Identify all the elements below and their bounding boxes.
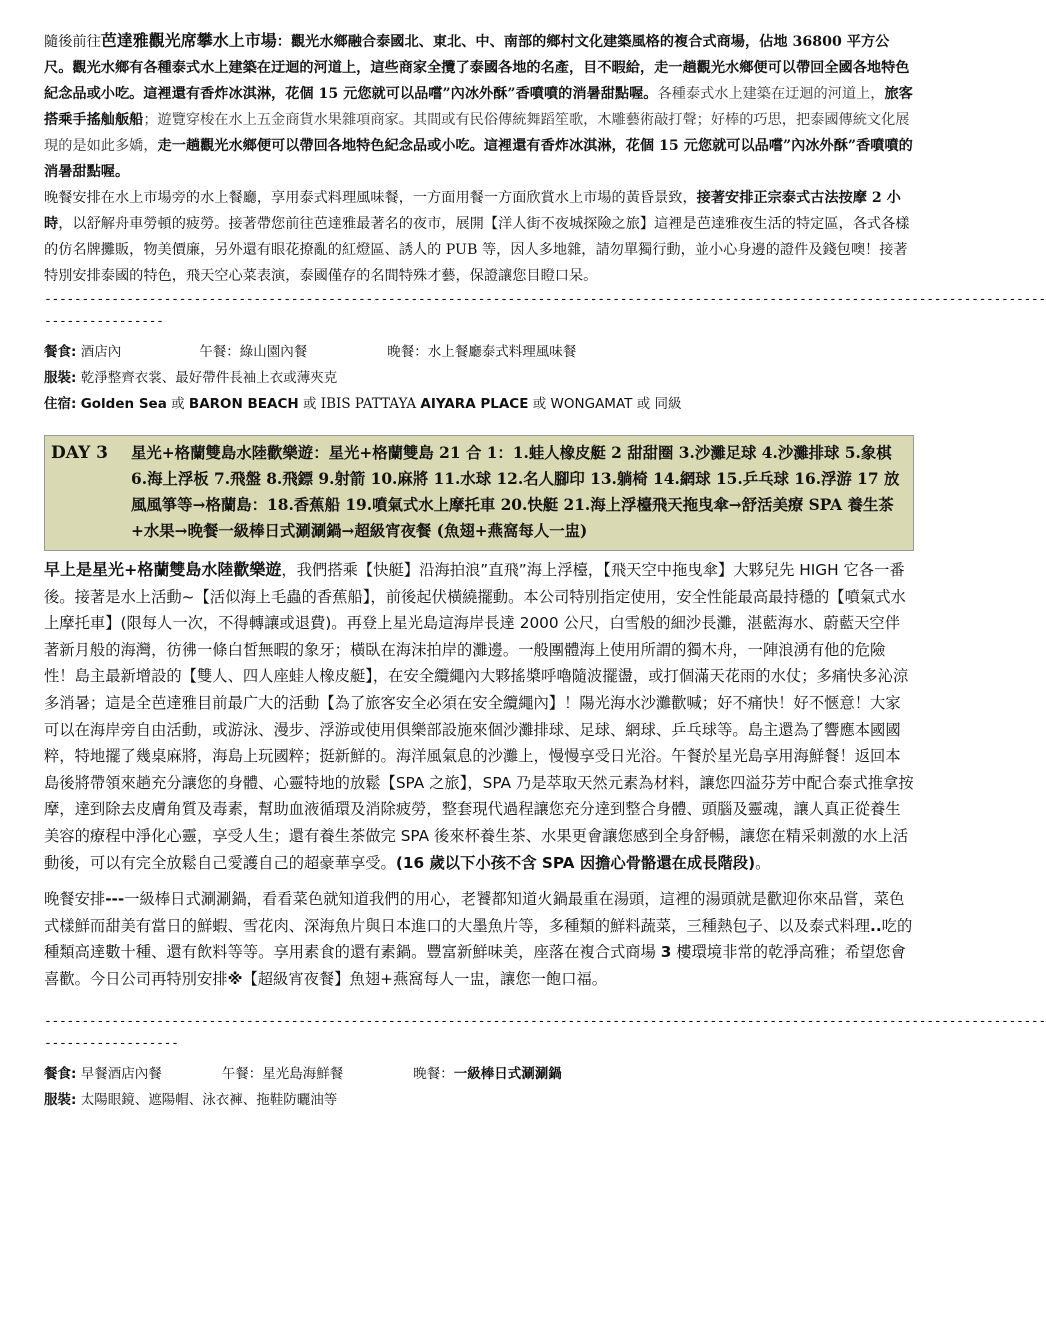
day2-hotel: 住宿: Golden Sea 或 BARON BEACH 或 IBIS PATTAYA AIYARA PLACE 或 WONGAMAT 或 同級: [44, 396, 682, 412]
day2-paragraph-market: 隨後前往芭達雅觀光席攀水上市場：觀光水鄉融合泰國北、東北、中、南部的鄉村文化建築風格的複合式商場，佔地 36800 平方公尺。觀光水鄉有各種泰式水上建築在迂迴的河道上，這些商家全攬了泰國各地的名產，目不暇給，走一趟觀光水鄉便可以帶回全國各地特色紀念品或小吃。這裡還有香炸冰淇淋，花個 15 元您就可以品嚐”內冰外酥”香噴噴的消暑甜點喔。各種泰式水上建築在迂迴的河道上，旅客搭乘手搖舢舨船；遊覽穿梭在水上五金商貨水果雜項商家。其間或有民俗傳統舞蹈笙歌，木雕藝術敲打聲；好棒的巧思，把泰國傳統文化展現的是如此多嬌，走一趟觀光水鄉便可以帶回各地特色紀念品或小吃。這裡還有香炸冰淇淋，花個 15 元您就可以品嚐”內冰外酥”香噴噴的消暑甜點喔。: [44, 31, 913, 180]
divider: --------------------------------------------------------------------------------------------------------------------------------------: [44, 1013, 1046, 1029]
day3-paragraph-activities: 早上是星光+格蘭雙島水陸歡樂遊，我們搭乘【快艇】沿海拍浪”直飛”海上浮檯，【飛天空中拖曳傘】大夥兒先 HIGH 它各一番後。接著是水上活動~【活似海上毛蟲的香蕉船】，前後起伏橫繞擺動。本公司特別指定使用，安全性能最高最持穩的【噴氣式水上摩托車】(限每人一次，不得轉讓或退費)。再登上星光島這海岸長達 2000 公尺，白雪般的細沙長灘，湛藍海水、蔚藍天空伴著新月般的海灣，彷彿一條白皙無暇的象牙；橫臥在海沫拍岸的灘邊。一般團體海上使用所謂的獨木舟，一陣浪湧有他的危險性！島主最新增設的【雙人、四人座蛙人橡皮艇】，在安全纜繩內大夥搖槳呼嚕隨波擺盪，或打個滿天花雨的水仗；多痛快多沁涼多消暑；這是全芭達雅目前最广大的活動【為了旅客安全必須在安全纜繩內】！陽光海水沙灘歡喊；好不痛快！好不愜意！大家可以在海岸旁自由活動，或游泳、漫步、浮游或使用俱樂部設施來個沙灘排球、足球、網球、乒乓球等。島主還為了響應本國國粹，特地擺了幾桌麻將，海島上玩國粹；挺新鮮的。海洋風氣息的沙灘上，慢慢享受日光浴。午餐於星光島享用海鮮餐！返回本島後將帶領來趟充分讓您的身體、心靈特地的放鬆【SPA 之旅】，SPA 乃是萃取天然元素為材料，讓您四溢芬芳中配合泰式推拿按摩，達到除去皮膚角質及毒素，幫助血液循環及消除疲勞，整套現代過程讓您充分達到整合身體、頭腦及靈魂，讓人真正從養生美容的療程中淨化心靈，享受人生；還有養生茶做完 SPA 後來杯養生茶、水果更會讓您感到全身舒暢，讓您在精采刺激的水上活動後，可以有完全放鬆自己愛護自己的超豪華享受。(16 歲以下小孩不含 SPA 因擔心骨骼還在成長階段)。: [44, 560, 914, 872]
day2-paragraph-evening: 晚餐安排在水上市場旁的水上餐廳，享用泰式料理風味餐，一方面用餐一方面欣賞水上市場的黃昏景致，接著安排正宗泰式古法按摩 2 小時，以舒解舟車勞頓的疲勞。接著帶您前往芭達雅最著名的夜市，展開【洋人街不夜城探險之旅】這裡是芭達雅夜生活的特定區，各式各樣的仿名牌攤販，物美價廉，另外還有眼花撩亂的紅燈區、誘人的 PUB 等，因人多地雜，請勿單獨行動，並小心身邊的證件及錢包噢！接著特別安排泰國的特色，飛天空心菜表演，泰國僅存的名間特殊才藝，保證讓您目瞪口呆。: [44, 190, 910, 284]
divider-tail: ------------------: [44, 1035, 179, 1051]
market-name: 芭達雅觀光席攀水上市場: [100, 31, 277, 50]
day3-clothing: 服裝: 太陽眼鏡、遮陽帽、泳衣褲、拖鞋防曬油等: [44, 1091, 338, 1108]
day3-paragraph-dinner: 晚餐安排---一級棒日式涮涮鍋，看看菜色就知道我們的用心，老饕都知道火鍋最重在湯頭，這裡的湯頭就是歡迎你來品嘗，菜色式樣鮮而甜美有當日的鮮蝦、雪花肉、深海魚片與日本進口的大墨魚片等，多種類的鮮料蔬菜，三種熱包子、以及泰式料理..吃的種類高達數十種、還有飲料等等。享用素食的還有素鍋。豐富新鮮味美，座落在複合式商場 3 樓環境非常的乾淨高雅；希望您會喜歡。今日公司再特別安排※【超級宵夜餐】魚翅+燕窩每人一盅，讓您一飽口福。: [44, 890, 913, 988]
divider: --------------------------------------------------------------------------------------------------------------------------------------: [44, 292, 1046, 307]
divider-tail: ----------------: [44, 314, 164, 329]
day2-clothing: 服裝: 乾淨整齊衣裳、最好帶件長袖上衣或薄夾克: [44, 370, 338, 386]
day2-meals: 餐食: 酒店內 午餐：綠山園內餐 晚餐：水上餐廳泰式料理風味餐: [44, 344, 577, 360]
day3-title: 星光+格蘭雙島水陸歡樂遊：星光+格蘭雙島 21 合 1：1.蛙人橡皮艇 2 甜甜圈 3.沙灘足球 4.沙灘排球 5.象棋 6.海上浮板 7.飛盤 8.飛鏢 9.射箭 10.麻將 11.水球 12.名人腳印 13.躺椅 14.網球 15.乒乓球 16.浮游 17 放風風箏等→格蘭島：18.香蕉船 19.噴氣式水上摩托車 20.快艇 21.海上浮檯飛天拖曳傘→舒活美療 SPA 養生茶+水果→晚餐一級棒日式涮涮鍋→超級宵夜餐 (魚翅+燕窩每人一盅): [131, 444, 900, 540]
day3-header: [44, 435, 914, 551]
day3-meals: 餐食: 早餐酒店內餐 午餐：星光島海鮮餐 晚餐：一級棒日式涮涮鍋: [44, 1065, 562, 1082]
day-label: DAY 3: [51, 443, 108, 463]
itinerary-page: [44, 28, 1046, 1113]
